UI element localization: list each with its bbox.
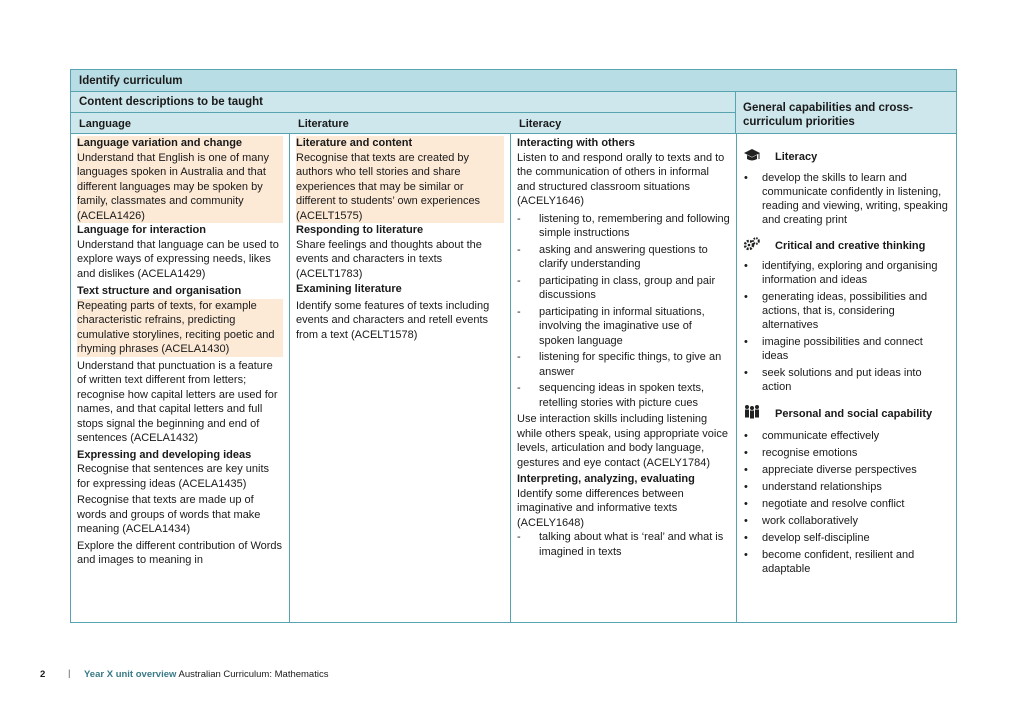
language-column — [71, 134, 290, 622]
capability-bullet — [743, 335, 952, 363]
capabilities-column — [737, 134, 958, 622]
bullet-marker: • — [744, 446, 748, 459]
bullet-text: work collaboratively — [762, 514, 858, 527]
capability-section — [743, 148, 952, 227]
literacy-dash-item — [517, 243, 730, 272]
language-text-6: Recognise that texts are made up of words and groups of words that make meaning (ACELA1434) — [77, 494, 261, 535]
capability-title-text: Personal and social capability — [775, 408, 933, 420]
bullet-text: recognise emotions — [762, 446, 858, 459]
literacy-dash-item — [517, 305, 730, 349]
bullet-marker: • — [744, 548, 748, 561]
dash-item-text: listening to, remembering and following simple instructions — [539, 212, 730, 239]
dash-marker: - — [517, 243, 521, 256]
bullet-text: seek solutions and put ideas into action — [762, 367, 922, 393]
language-text-1: Understand that English is one of many languages spoken in Australia and that different languages may be spoken by family, classmates and community (ACELA1426) — [77, 151, 283, 224]
capability-title — [743, 404, 952, 425]
bullet-marker: • — [744, 429, 748, 442]
literacy-dash-item — [517, 350, 730, 379]
literacy-dash-item — [517, 212, 730, 241]
literacy-heading-2: Interpreting, analyzing, evaluating — [517, 473, 695, 485]
dash-marker: - — [517, 351, 521, 363]
bullet-text: develop self-discipline — [762, 531, 870, 544]
dash-marker: - — [517, 382, 521, 394]
literacy-dash-item — [517, 530, 730, 559]
capability-title-text: Literacy — [775, 151, 818, 163]
table-title: Identify curriculum — [71, 70, 956, 92]
capability-title — [743, 237, 952, 256]
language-text-5: Recognise that sentences are key units for expressing ideas (ACELA1435) — [77, 463, 270, 490]
language-heading-3: Text structure and organisation — [77, 285, 242, 297]
capability-bullet — [743, 171, 952, 227]
bullet-marker: • — [744, 531, 748, 544]
literacy-dash-list-1 — [517, 212, 730, 411]
capability-section — [743, 404, 952, 576]
language-heading-1: Language variation and change — [77, 136, 283, 151]
bullet-marker: • — [744, 260, 748, 272]
capability-section — [743, 237, 952, 395]
bullet-text: understand relationships — [762, 480, 882, 493]
literature-text-1: Recognise that texts are created by authors who tell stories and share experiences that may be similar or different to students’ own experiences (ACELT1575) — [296, 151, 504, 224]
dash-item-text: talking about what is ‘real’ and what is imagined in texts — [539, 531, 724, 558]
footer-bold-text: Year X unit overview — [84, 669, 177, 680]
bullet-text: identifying, exploring and organising information and ideas — [762, 260, 938, 286]
literature-heading-3: Examining literature — [296, 283, 402, 295]
capability-bullet — [743, 531, 952, 545]
capability-bullet — [743, 480, 952, 494]
bullet-marker: • — [744, 463, 748, 476]
curriculum-table — [70, 69, 957, 623]
dash-item-text: asking and answering questions to clarify understanding — [539, 243, 708, 270]
header-literature: Literature — [298, 118, 349, 130]
capability-bullet — [743, 366, 952, 394]
page-footer — [40, 668, 329, 680]
language-text-3: Repeating parts of texts, for example characteristic refrains, predicting cumulative storylines, reciting poetic and rhyming phrases (ACELA1430) — [77, 299, 283, 357]
header-literacy: Literacy — [519, 118, 562, 130]
gc-heading: General capabilities and cross-curriculum priorities — [735, 92, 956, 134]
footer-text — [84, 669, 328, 680]
dash-item-text: listening for specific things, to give an answer — [539, 351, 722, 378]
gears-icon — [743, 237, 775, 256]
capability-bullet — [743, 463, 952, 477]
bullet-marker: • — [744, 291, 748, 303]
content-heading: Content descriptions to be taught — [71, 92, 735, 112]
dash-marker: - — [517, 274, 521, 287]
literacy-text-1: Listen to and respond orally to texts and to the communication of others in informal and structured classroom situations (ACELY1646) — [517, 151, 725, 207]
capability-bullet — [743, 446, 952, 460]
bullet-marker: • — [744, 514, 748, 527]
people-icon — [743, 404, 775, 425]
language-heading-4: Expressing and developing ideas — [77, 448, 252, 461]
dash-item-text: participating in class, group and pair discussions — [539, 274, 716, 301]
header-language: Language — [79, 118, 131, 130]
bullet-text: communicate effectively — [762, 429, 880, 442]
literacy-heading-1: Interacting with others — [517, 137, 635, 149]
literature-text-3: Identify some features of texts including events and characters and retell events from a text (ACELT1578) — [296, 299, 490, 341]
language-text-2: Understand that language can be used to explore ways of expressing needs, likes and dislikes (ACELA1429) — [77, 238, 279, 280]
footer-separator: | — [68, 668, 71, 679]
bullet-marker: • — [744, 367, 748, 379]
literature-text-2: Share feelings and thoughts about the events and characters in texts (ACELT1783) — [296, 238, 482, 280]
capability-bullet — [743, 548, 952, 576]
bullet-text: imagine possibilities and connect ideas — [762, 336, 923, 362]
capability-bullet — [743, 290, 952, 332]
literacy-text-2: Use interaction skills including listening while others speak, using appropriate voice levels, articulation and body language, gestures and eye contact (ACELY1784) — [517, 413, 728, 469]
column-headers — [71, 112, 735, 134]
bullet-text: become confident, resilient and adaptable — [762, 548, 915, 575]
capability-bullet — [743, 497, 952, 511]
capability-title — [743, 148, 952, 167]
page-number: 2 — [40, 669, 46, 680]
literacy-dash-item — [517, 274, 730, 303]
dash-item-text: participating in informal situations, involving the imaginative use of spoken language — [539, 305, 705, 347]
dash-marker: - — [517, 305, 521, 318]
literature-heading-2: Responding to literature — [296, 224, 424, 236]
bullet-marker: • — [744, 497, 748, 510]
footer-subject: Australian Curriculum: Mathematics — [178, 669, 329, 680]
literacy-column — [511, 134, 737, 622]
bullet-text: appreciate diverse perspectives — [762, 463, 917, 476]
bullet-text: generating ideas, possibilities and actions, that is, considering alternatives — [762, 291, 928, 331]
dash-item-text: sequencing ideas in spoken texts, retelling stories with picture cues — [539, 382, 705, 409]
bullet-marker: • — [744, 336, 748, 348]
language-text-4: Understand that punctuation is a feature of written text different from letters; recognise how capital letters are used for names, and that capital letters and full stops signal the beginning and end of sentences (ACELA1432) — [77, 359, 278, 444]
bullet-marker: • — [744, 480, 748, 493]
bullet-text: develop the skills to learn and communicate confidently in listening, reading and viewing, writing, speaking and creating print — [762, 171, 948, 226]
capability-title-text: Critical and creative thinking — [775, 239, 926, 252]
capability-bullet — [743, 259, 952, 287]
bullet-marker: • — [744, 171, 748, 184]
literature-heading-1: Literature and content — [296, 136, 504, 151]
dash-marker: - — [517, 531, 521, 543]
literacy-text-3: Identify some differences between imaginative and informative texts (ACELY1648) — [517, 487, 684, 529]
mortarboard-icon — [743, 148, 775, 167]
literacy-dash-list-2 — [517, 530, 730, 559]
capability-bullet — [743, 514, 952, 528]
bullet-text: negotiate and resolve conflict — [762, 497, 905, 510]
literature-column — [290, 134, 511, 622]
language-heading-2: Language for interaction — [77, 224, 206, 236]
literacy-dash-item — [517, 381, 730, 410]
dash-marker: - — [517, 212, 521, 225]
capability-bullet — [743, 429, 952, 443]
language-text-7: Explore the different contribution of Words and images to meaning in — [77, 539, 283, 566]
